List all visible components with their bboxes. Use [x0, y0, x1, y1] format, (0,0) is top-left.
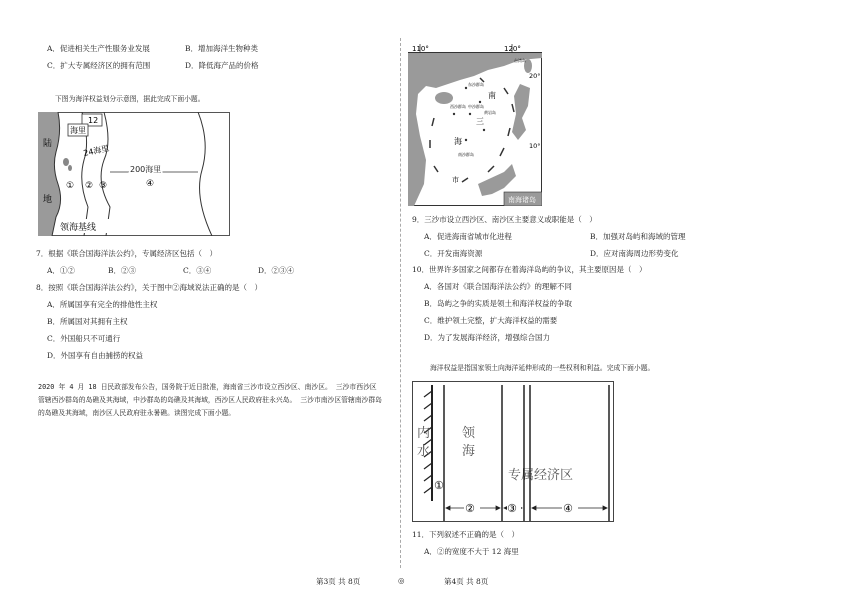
lat-10: 10° — [529, 142, 541, 150]
neishui-char-1: 内 — [417, 426, 431, 441]
prev-option-d: D．降低海产品的价格 — [185, 61, 259, 70]
linghai-char-1: 领 — [462, 426, 476, 441]
territorial-sea-figure — [412, 381, 614, 522]
label-24nm: 24海里 — [82, 143, 111, 158]
zhongsha-label: 中沙群岛 — [468, 104, 484, 109]
label-baseline: 领海基线 — [60, 223, 97, 233]
prev-option-b: B．增加海洋生物种类 — [185, 44, 259, 53]
lon-120: 120° — [504, 45, 521, 53]
zone-2: ② — [85, 181, 94, 191]
zone-1: ① — [66, 181, 75, 191]
prev-option-c: C．扩大专属经济区的拥有范围 — [47, 61, 151, 70]
q10-option-c: C．维护领土完整，扩大海洋权益的需要 — [424, 316, 558, 325]
figure1-intro: 下图为海洋权益划分示意图，据此完成下面小题。 — [55, 95, 205, 103]
xisha-label: 西沙群岛 — [450, 104, 466, 109]
q9-option-c: C．开发南海资源 — [424, 249, 483, 258]
q11-option-a: A．②的宽度不大于 12 海里 — [424, 547, 519, 556]
q8-option-a: A．所属国享有完全的排他性主权 — [47, 300, 158, 309]
sansha-paragraph: 2020 年 4 月 18 日民政部发布公告，国务院于近日批准，海南省三沙市设立西沙区、南沙区。 三沙市西沙区管辖西沙群岛的岛礁及其海域，中沙群岛的岛礁及其海域，西沙区人民政府驻永兴岛。 三沙市南沙区管辖南沙群岛的岛礁及其海域，南沙区人民政府驻永暑礁。读图完成下面小题。 — [38, 383, 382, 417]
q7-option-a: A．①② — [47, 266, 75, 275]
lon-110: 110° — [412, 45, 429, 53]
fig2-zone-1: ① — [434, 479, 444, 492]
q8-stem: 8．按照《联合国海洋法公约》，关于图中②海域说法正确的是（ ） — [36, 283, 263, 292]
q10-stem: 10．世界许多国家之间都存在着海洋岛屿的争议，其主要原因是（ ） — [412, 265, 647, 274]
nansha-label: 南沙群岛 — [458, 152, 474, 157]
fig2-zone-4: ④ — [563, 502, 573, 515]
q9-option-b: B．加强对岛屿和海域的管理 — [590, 232, 686, 241]
q9-stem: 9．三沙市设立西沙区、南沙区主要意义或职能是（ ） — [412, 215, 597, 224]
footer-center-mark: ◎ — [398, 576, 405, 585]
q7-option-b: B．②③ — [108, 266, 137, 275]
q10-option-a: A．各国对《联合国海洋法公约》的理解不同 — [424, 282, 572, 291]
south-china-sea-map — [408, 44, 542, 206]
fig2-zone-2: ② — [465, 502, 475, 515]
footer-right-page: 第4页 共 8页 — [444, 577, 489, 586]
q9-option-d: D．应对南海周边形势变化 — [590, 249, 679, 258]
q7-stem: 7．根据《联合国海洋法公约》，专属经济区包括（ ） — [36, 249, 218, 258]
q7-option-c: C．③④ — [183, 266, 212, 275]
label-12: 12 — [88, 116, 99, 125]
column-divider — [400, 38, 401, 568]
q8-option-c: C．外国船只不可通行 — [47, 334, 121, 343]
q7-option-d: D．②③④ — [258, 266, 295, 275]
huangyan-label: 黄岩岛 — [484, 110, 496, 115]
hainan-island — [435, 92, 453, 104]
q8-option-b: B．所属国对其拥有主权 — [47, 317, 128, 326]
neishui-char-2: 水 — [417, 444, 431, 459]
q10-option-b: B．岛屿之争的实质是领土和海洋权益的争取 — [424, 299, 573, 308]
eez-label: 专属经济区 — [508, 468, 574, 483]
q11-stem: 11．下列叙述不正确的是（ ） — [412, 530, 520, 539]
inset-label: 南海诸岛 — [508, 196, 536, 204]
q9-option-a: A．促进海南省城市化进程 — [424, 232, 512, 241]
map-label-shi: 市 — [452, 176, 459, 184]
zone-4: ④ — [146, 179, 155, 189]
lat-20: 20° — [529, 72, 541, 80]
linghai-char-2: 海 — [462, 444, 476, 459]
zone-3: ③ — [99, 181, 108, 191]
figure2-intro: 海洋权益是指国家领土向海洋延伸形成的一些权利和利益。完成下面小题。 — [430, 364, 655, 372]
label-lu: 陆 — [43, 139, 53, 149]
label-di: 地 — [43, 195, 53, 205]
taiwan-label: 台湾岛 — [514, 58, 526, 63]
label-200nm: 200海里 — [130, 165, 162, 174]
sea-label-nan: 南 — [488, 91, 496, 100]
fig2-zone-3: ③ — [507, 502, 517, 515]
sea-label-hai: 海 — [454, 137, 462, 146]
q10-option-d: D．为了发展海洋经济，增强综合国力 — [424, 333, 551, 342]
label-haili: 海里 — [70, 126, 86, 135]
sea-label-san: 三 — [476, 117, 484, 126]
dongsha-label: 东沙群岛 — [468, 82, 484, 87]
prev-option-a: A．促进相关生产性服务业发展 — [47, 44, 150, 53]
footer-left-page: 第3页 共 8页 — [316, 577, 361, 586]
q8-option-d: D．外国享有自由捕捞的权益 — [47, 351, 144, 360]
maritime-zones-figure — [38, 112, 230, 236]
